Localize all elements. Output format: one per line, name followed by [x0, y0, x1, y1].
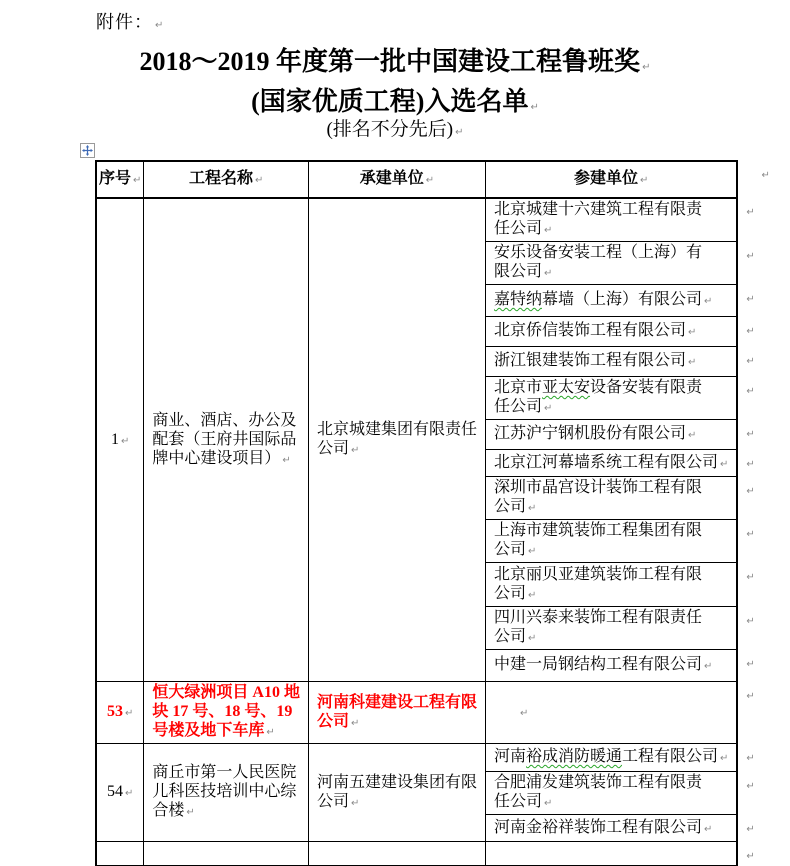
- cell-text: 北京城建集团有限责任: [316, 421, 477, 438]
- spellcheck-squiggle-text: 亚太安: [542, 379, 591, 396]
- row-end-mark: ↵: [746, 485, 755, 497]
- end-of-row-mark: [737, 347, 786, 377]
- cell-text: 任公司: [493, 398, 542, 415]
- row-end-mark: ↵: [746, 528, 755, 540]
- table-move-handle-icon[interactable]: [80, 143, 95, 158]
- paragraph-mark: ↵: [155, 20, 165, 31]
- project-name-cell: [144, 198, 309, 682]
- paragraph-mark: ↵: [642, 62, 651, 73]
- partial-row: [96, 842, 786, 866]
- cell-end-mark: ↵: [688, 327, 697, 338]
- end-of-row-mark: [737, 285, 786, 317]
- row-end-mark: ↵: [746, 385, 755, 397]
- paragraph-mark: ↵: [455, 127, 464, 138]
- cell-text: 河南金裕祥装饰工程有限公司: [493, 818, 702, 836]
- cell-text: 北京丽贝亚建筑装饰工程有限: [493, 565, 702, 583]
- cell-end-mark: ↵: [350, 717, 360, 729]
- cell-text: 合肥浦发建筑装饰工程有限责: [493, 774, 702, 791]
- end-of-row-mark: [737, 242, 786, 285]
- cell-end-mark: ↵: [528, 633, 537, 644]
- end-of-row-mark: [737, 450, 786, 477]
- cell-end-mark: ↵: [544, 225, 553, 236]
- cell-text: 公司: [316, 440, 349, 457]
- cell-text: 任公司: [493, 793, 542, 810]
- end-of-row-mark: [737, 317, 786, 347]
- cell-text: 配套（王府井国际品: [152, 430, 297, 448]
- end-of-row-mark: [737, 842, 786, 866]
- table-row: [96, 198, 786, 242]
- cell-end-mark: ↵: [720, 458, 729, 470]
- cell-end-mark: ↵: [688, 357, 697, 368]
- cell-end-mark: ↵: [425, 175, 435, 186]
- empty-cell: [485, 842, 737, 866]
- paragraph-mark: ↵: [530, 102, 539, 113]
- cell-text: 幕墙（上海）有限公司: [542, 291, 703, 308]
- table-row: [96, 682, 786, 744]
- row-end-mark: ↵: [746, 752, 755, 764]
- row-end-mark: ↵: [746, 355, 755, 367]
- cell-end-mark: ↵: [528, 503, 537, 514]
- row-end-mark: ↵: [746, 325, 755, 337]
- cell-text: 牌中心建设项目）: [152, 449, 281, 467]
- row-end-mark: ↵: [746, 850, 755, 862]
- end-of-row-mark: [737, 650, 786, 682]
- cell-end-mark: ↵: [350, 445, 360, 456]
- cell-text: 设备安装有限责: [590, 379, 703, 396]
- seq-cell: [96, 744, 144, 842]
- empty-cell: [144, 842, 309, 866]
- end-of-row-mark: [737, 161, 786, 198]
- cell-end-mark: ↵: [266, 727, 275, 738]
- cell-text: 工程有限公司: [622, 748, 719, 765]
- cell-text: 限公司: [493, 263, 542, 280]
- cell-text: 河南科建建设工程有限: [316, 693, 477, 711]
- cell-text: 北京城建十六建筑工程有限责: [493, 201, 702, 218]
- participant-cell: [485, 563, 737, 607]
- column-header-2: [308, 161, 485, 198]
- table-body: [96, 161, 786, 866]
- participant-cell: [485, 744, 737, 772]
- end-of-row-mark: [737, 198, 786, 242]
- row-end-mark: ↵: [746, 658, 755, 670]
- participant-cell: [485, 420, 737, 450]
- cell-text: 河南: [493, 748, 526, 765]
- project-name-cell: [144, 744, 309, 842]
- cell-end-mark: ↵: [255, 175, 264, 186]
- seq-number: 53: [107, 703, 123, 720]
- cell-end-mark: ↵: [528, 589, 537, 601]
- cell-end-mark: ↵: [544, 403, 553, 414]
- participant-cell: [485, 317, 737, 347]
- end-of-row-mark: [737, 772, 786, 815]
- cell-text: 合楼: [152, 802, 185, 819]
- doc-subtitle: (排名不分先后) ↵: [326, 119, 464, 140]
- participant-cell: [485, 198, 737, 242]
- header-text: 参建单位: [574, 170, 639, 187]
- award-table-container: [95, 160, 787, 862]
- row-end-mark: ↵: [746, 293, 755, 305]
- cell-end-mark: ↵: [528, 546, 537, 557]
- doc-title-line1: 2018～2019 年度第一批中国建设工程鲁班奖 ↵: [139, 47, 651, 76]
- header-text: 序号: [99, 170, 132, 187]
- empty-cell: [308, 842, 485, 866]
- cell-text: 安乐设备安装工程（上海）有: [493, 244, 702, 261]
- cell-text: 公司: [493, 584, 526, 602]
- end-of-row-mark: [737, 520, 786, 563]
- column-header-1: [144, 161, 309, 198]
- cell-text: 商丘市第一人民医院: [152, 764, 297, 781]
- end-of-row-mark: [737, 477, 786, 520]
- cell-text: 河南五建建设集团有限: [316, 773, 477, 791]
- participant-cell: [485, 607, 737, 650]
- seq-number: 1: [111, 430, 119, 448]
- cell-end-mark: ↵: [688, 430, 697, 441]
- cell-end-mark: ↵: [350, 797, 360, 809]
- award-table: [95, 160, 787, 866]
- row-end-mark: ↵: [761, 170, 770, 181]
- row-end-mark: ↵: [746, 690, 755, 702]
- cell-end-mark: ↵: [519, 708, 529, 719]
- participant-cell: [485, 377, 737, 420]
- cell-text: 深圳市晶宫设计装饰工程有限: [493, 479, 702, 496]
- participant-cell: [485, 242, 737, 285]
- cell-text: 商业、酒店、办公及: [152, 411, 297, 429]
- cell-end-mark: ↵: [125, 788, 134, 799]
- cell-end-mark: ↵: [133, 175, 142, 186]
- row-end-mark: ↵: [746, 780, 755, 792]
- project-name-cell: [144, 682, 309, 744]
- cell-end-mark: ↵: [544, 268, 553, 279]
- participant-cell: [485, 477, 737, 520]
- row-end-mark: ↵: [746, 458, 755, 470]
- end-of-row-mark: [737, 682, 786, 744]
- table-row: [96, 744, 786, 772]
- cell-text: 恒大绿洲项目 A10 地: [152, 684, 300, 701]
- cell-end-mark: ↵: [544, 798, 553, 809]
- end-of-row-mark: [737, 563, 786, 607]
- doc-title-line2: (国家优质工程)入选名单 ↵: [251, 87, 539, 116]
- cell-end-mark: ↵: [186, 807, 195, 818]
- row-end-mark: ↵: [746, 428, 755, 440]
- cell-end-mark: ↵: [720, 753, 729, 764]
- participant-cell: [485, 815, 737, 842]
- end-of-row-mark: [737, 377, 786, 420]
- end-of-row-mark: [737, 420, 786, 450]
- seq-number: 54: [107, 783, 123, 800]
- participant-cell: [485, 520, 737, 563]
- cell-text: 块 17 号、18 号、19: [152, 703, 293, 720]
- attachment-label: 附件： ↵: [96, 12, 165, 32]
- seq-cell: [96, 198, 144, 682]
- cell-text: 北京江河幕墙系统工程有限公司: [493, 453, 718, 471]
- row-end-mark: ↵: [746, 823, 755, 835]
- row-end-mark: ↵: [746, 615, 755, 627]
- cell-end-mark: ↵: [282, 454, 291, 466]
- row-end-mark: ↵: [746, 250, 755, 262]
- cell-text: 公司: [493, 541, 526, 558]
- cell-text: 北京侨信装饰工程有限公司: [493, 322, 686, 339]
- cell-text: 任公司: [493, 220, 542, 237]
- cell-text: 江苏沪宁钢机股份有限公司: [493, 425, 686, 442]
- cell-text: 公司: [316, 792, 349, 810]
- header-text: 承建单位: [359, 170, 424, 187]
- header-row: [96, 161, 786, 198]
- cell-text: 号楼及地下车库: [152, 722, 265, 739]
- row-end-mark: ↵: [746, 571, 755, 583]
- cell-end-mark: ↵: [121, 435, 130, 447]
- cell-text: 公司: [493, 498, 526, 515]
- end-of-row-mark: [737, 815, 786, 842]
- cell-end-mark: ↵: [704, 661, 713, 672]
- participant-cell: [485, 450, 737, 477]
- cell-text: 四川兴泰来装饰工程有限责任: [493, 609, 702, 626]
- participant-cell: [485, 347, 737, 377]
- column-header-3: [485, 161, 737, 198]
- spellcheck-squiggle-text: 裕成消防暖通: [526, 748, 623, 765]
- contractor-cell: [308, 198, 485, 682]
- end-of-row-mark: [737, 607, 786, 650]
- cell-text: 中建一局钢结构工程有限公司: [493, 656, 702, 673]
- cell-text: 浙江银建装饰工程有限公司: [493, 352, 686, 369]
- participant-cell: [485, 285, 737, 317]
- column-header-0: [96, 161, 144, 198]
- cell-text: 公司: [493, 628, 526, 645]
- cell-end-mark: ↵: [640, 175, 649, 186]
- header-text: 工程名称: [188, 170, 253, 187]
- seq-cell: [96, 682, 144, 744]
- cell-end-mark: ↵: [704, 823, 713, 835]
- contractor-cell: [308, 744, 485, 842]
- end-of-row-mark: [737, 744, 786, 772]
- four-arrow-icon: [82, 145, 93, 156]
- cell-end-mark: ↵: [125, 708, 134, 719]
- cell-text: 北京市: [493, 379, 542, 396]
- participant-cell: [485, 650, 737, 682]
- cell-text: 上海市建筑装饰工程集团有限: [493, 522, 702, 539]
- cell-text: 公司: [316, 712, 349, 730]
- cell-text: 儿科医技培训中心综: [152, 783, 297, 800]
- contractor-cell: [308, 682, 485, 744]
- cell-end-mark: ↵: [704, 296, 713, 307]
- empty-cell: [96, 842, 144, 866]
- spellcheck-squiggle-text: 嘉特纳: [493, 291, 542, 308]
- row-end-mark: ↵: [746, 207, 755, 218]
- participant-cell: [485, 772, 737, 815]
- participant-cell: [485, 682, 737, 744]
